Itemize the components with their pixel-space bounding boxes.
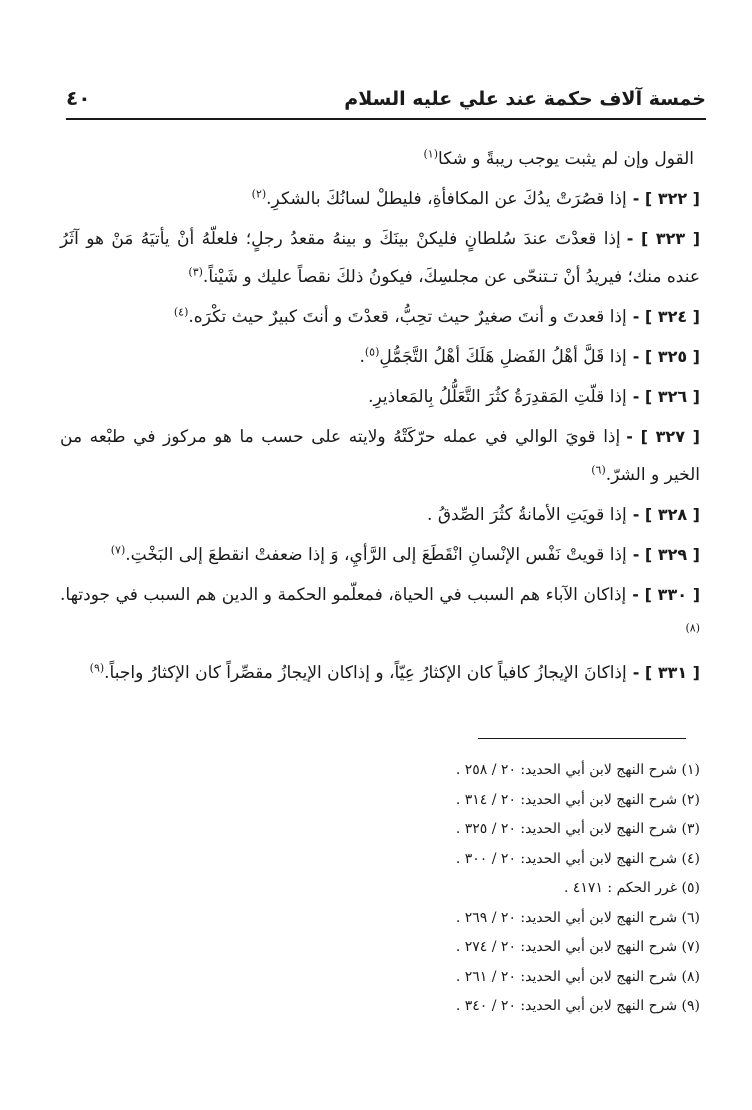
page-number: ٤٠ xyxy=(66,86,91,110)
paragraph xyxy=(60,338,700,376)
saying-number: [ ٣٢٤ ] - xyxy=(632,307,700,326)
body-text xyxy=(60,140,700,694)
paragraph xyxy=(60,654,700,692)
paragraph xyxy=(60,378,700,416)
saying-number: [ ٣٣٠ ] - xyxy=(632,585,701,604)
footnote-ref: (٩) xyxy=(89,661,105,675)
running-header-title: خمسة آلاف حكمة عند علي عليه السلام xyxy=(344,88,706,110)
footnote-ref: (٤) xyxy=(173,305,189,319)
paragraph xyxy=(60,180,700,218)
footnote: (٥) غرر الحكم : ٤١٧١ . xyxy=(563,880,700,896)
saying-text: القول وإن لم يثبت يوجب ريبةً و شكا xyxy=(438,149,694,169)
footnote-ref: (٢) xyxy=(251,187,267,201)
footnote-ref: (١) xyxy=(423,147,439,161)
footnote-ref: (٨) xyxy=(685,621,700,635)
saying-number: [ ٣٢٨ ] - xyxy=(632,505,700,524)
footnote: (٤) شرح النهج لابن أبي الحديد: ٢٠ / ٣٠٠ . xyxy=(455,850,700,867)
saying-text: إذا قصُرَتْ يدُكَ عن المكافأةِ، فليطلْ لسانُكَ بالشكرِ. xyxy=(266,189,627,209)
header-rule xyxy=(66,118,706,120)
saying-number: [ ٣٢٥ ] - xyxy=(632,347,700,366)
footnote: (٧) شرح النهج لابن أبي الحديد: ٢٠ / ٢٧٤ . xyxy=(455,939,700,955)
saying-text: إذا قعدتَ و أنتَ صغيرٌ حيث تحِبُّ، قعدْتَ و أنتَ كبيرٌ حيث تكْرَه. xyxy=(188,307,627,327)
saying-text: إذا قلّتِ المَقدِرَةُ كثُرَ التَّعَلُّلُ بِالمَعاذيرِ. xyxy=(368,387,627,407)
paragraph xyxy=(60,418,700,494)
footnote: (٢) شرح النهج لابن أبي الحديد: ٢٠ / ٣١٤ . xyxy=(455,791,700,808)
saying-number: [ ٣٢٦ ] - xyxy=(632,387,700,406)
footnotes xyxy=(60,756,700,1022)
saying-text: إذا قويَتِ الأمانةُ كثُرَ الصِّدقُ . xyxy=(427,505,627,525)
paragraph xyxy=(60,140,700,178)
footnote-ref: (٥) xyxy=(364,345,380,359)
footnote: (١) شرح النهج لابن أبي الحديد: ٢٠ / ٢٥٨ . xyxy=(455,762,700,778)
footnote-ref: (٦) xyxy=(591,463,606,477)
footnote: (٦) شرح النهج لابن أبي الحديد: ٢٠ / ٢٦٩ . xyxy=(455,909,700,926)
saying-number: [ ٣٣١ ] - xyxy=(632,663,700,682)
footnote-ref: (٧) xyxy=(110,543,126,557)
paragraph xyxy=(60,576,700,652)
saying-text: إذا قَلَّ أهْلُ الفَضلِ هَلَكَ أهْلُ التَّجَمُّلِ xyxy=(379,347,627,367)
saying-text: إذا قويَ الوالي في عمله حرّكَتْهُ ولايته على حسب ما هو مركوز في طبْعه من الخير و الشرّ. xyxy=(60,427,700,485)
sentence-end: . xyxy=(359,347,365,367)
running-header xyxy=(66,84,706,120)
footnote-ref: (٣) xyxy=(188,265,203,279)
saying-text: إذا قويتْ نَفْس الإنْسانِ انْقَطَعَ إلى الرَّأيِ، وَ إذا ضعفتْ انقطعَ إلى البَخْتِ. xyxy=(125,545,627,565)
saying-number: [ ٣٢٢ ] - xyxy=(632,189,700,208)
footnote-separator xyxy=(478,738,686,739)
saying-number: [ ٣٢٣ ] - xyxy=(626,229,701,248)
paragraph xyxy=(60,298,700,336)
saying-text: إذاكانَ الإيجازُ كافياً كان الإكثارُ عِيّاً، و إذاكان الإيجازُ مقصِّراً كان الإكثارُ واجباً. xyxy=(104,663,627,683)
saying-text: إذاكان الآباء هم السبب في الحياة، فمعلّمو الحكمة و الدين هم السبب في جودتها. xyxy=(60,585,627,605)
saying-number: [ ٣٢٩ ] - xyxy=(632,545,700,564)
footnote: (٨) شرح النهج لابن أبي الحديد: ٢٠ / ٢٦١ . xyxy=(455,968,700,985)
saying-number: [ ٣٢٧ ] - xyxy=(626,427,700,446)
paragraph xyxy=(60,536,700,574)
paragraph xyxy=(60,496,700,534)
paragraph xyxy=(60,220,700,296)
footnote: (٣) شرح النهج لابن أبي الحديد: ٢٠ / ٣٢٥ . xyxy=(455,821,700,837)
footnote: (٩) شرح النهج لابن أبي الحديد: ٢٠ / ٣٤٠ . xyxy=(455,998,700,1014)
saying-text: إذا قعدْتَ عندَ سُلطانٍ فليكنْ بينَكَ و بينهُ مقعدُ رجلٍ؛ فلعلّهُ أنْ يأتيَهُ مَنْ هو آثَرُ عنده منك؛ فيريدُ أنْ تـتنحّى عن مجلسِكَ، فيكونُ ذلكَ نقصاً عليك و شَيْناً. xyxy=(60,229,700,287)
